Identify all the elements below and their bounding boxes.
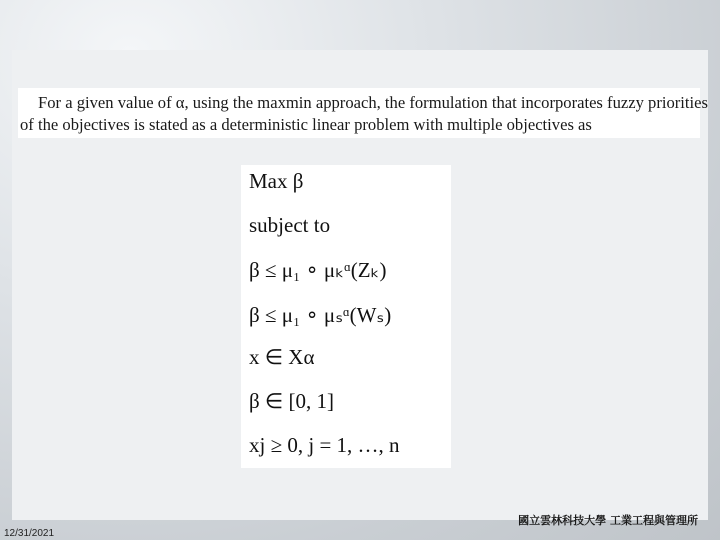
objective-line: Max β — [249, 169, 304, 193]
constraint-4: β ∈ [0, 1] — [249, 389, 334, 413]
intro-line-1: For a given value of α, using the maxmin approach, the formulation that incorporates fuzzy priorities — [38, 93, 708, 112]
constraint-3: x ∈ Xα — [249, 345, 315, 369]
constraint-5: xj ≥ 0, j = 1, …, n — [249, 433, 400, 457]
intro-paragraph — [20, 92, 708, 136]
formulation-box — [241, 165, 451, 468]
footer-date: 12/31/2021 — [4, 528, 55, 539]
constraint-1: β ≤ μ₁ ∘ μₖᵅ(Zₖ) — [249, 258, 387, 282]
constraint-2: β ≤ μ₁ ∘ μₛᵅ(Wₛ) — [249, 303, 392, 327]
intro-line-2: of the objectives is stated as a deterministic linear problem with multiple objectives as — [20, 115, 592, 134]
footer-organization: 國立雲林科技大學 工業工程與管理所 — [518, 514, 698, 527]
subject-to-line: subject to — [249, 213, 331, 237]
